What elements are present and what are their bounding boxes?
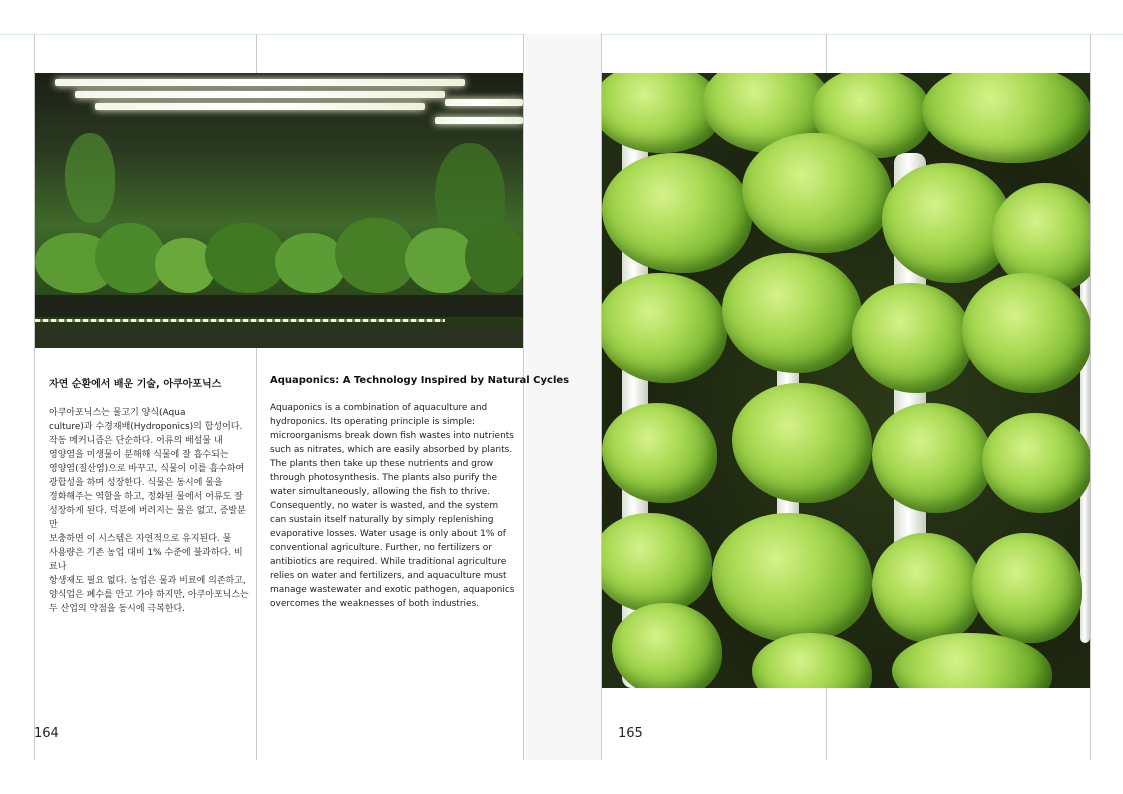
page-number-left: 164 <box>34 726 59 741</box>
lettuce-tower-photo <box>602 73 1090 688</box>
column-rule <box>1090 34 1091 760</box>
korean-body-text: 아쿠아포닉스는 물고기 양식(Aqua culture)과 수경재배(Hydroponics)의 합성어다. 작동 메커니즘은 단순하다. 어류의 배설물 내 영양염을 미생물이 분해해 식물에 잘 흡수되는 영양염(질산염)으로 바꾸고, 식물이 이를 흡수하여 광합성을 하며 성장한다. 식물은 동시에 물을 정화해주는 역할을 하고, 정화된 물에서 어류도 잘 성장하게 된다. 덕분에 버려지는 물은 없고, 증발분만 보충하면 이 시스템은 자연적으로 유지된다. 물 사용량은 기존 농업 대비 1% 수준에 불과하다. 비료나 항생제도 필요 없다. 농업은 물과 비료에 의존하고, 양식업은 폐수를 안고 가야 하지만, 아쿠아포닉스는 두 산업의 약점을 동시에 극복한다. <box>49 408 249 614</box>
book-spread <box>0 34 1123 760</box>
english-heading: Aquaponics: A Technology Inspired by Natural Cycles <box>270 375 570 386</box>
book-gutter <box>525 34 601 760</box>
top-band <box>0 0 1123 35</box>
column-rule <box>523 34 524 760</box>
korean-heading: 자연 순환에서 배운 기술, 아쿠아포닉스 <box>49 379 222 390</box>
greenhouse-photo <box>35 73 523 348</box>
english-body-text: Aquaponics is a combination of aquaculture and hydroponics. Its operating principle is simple: microorganisms break down fish wastes into nutrients such as nitrates, which are easily absorbed by plants. The plants then take up these nutrients and grow through photosynthesis. The plants also purify the water simultaneously, allowing the fish to thrive. Consequently, no water is wasted, and the system can sustain itself naturally by simply replenishing evaporative losses. Water usage is only about 1% of conventional agriculture. Further, no fertilizers or antibiotics are required. While traditional agriculture relies on water and fertilizers, and aquaculture must manage wastewater and exotic pathogen, aquaponics overcomes the weaknesses of both industries. <box>270 403 515 609</box>
page-number-right: 165 <box>618 726 643 741</box>
